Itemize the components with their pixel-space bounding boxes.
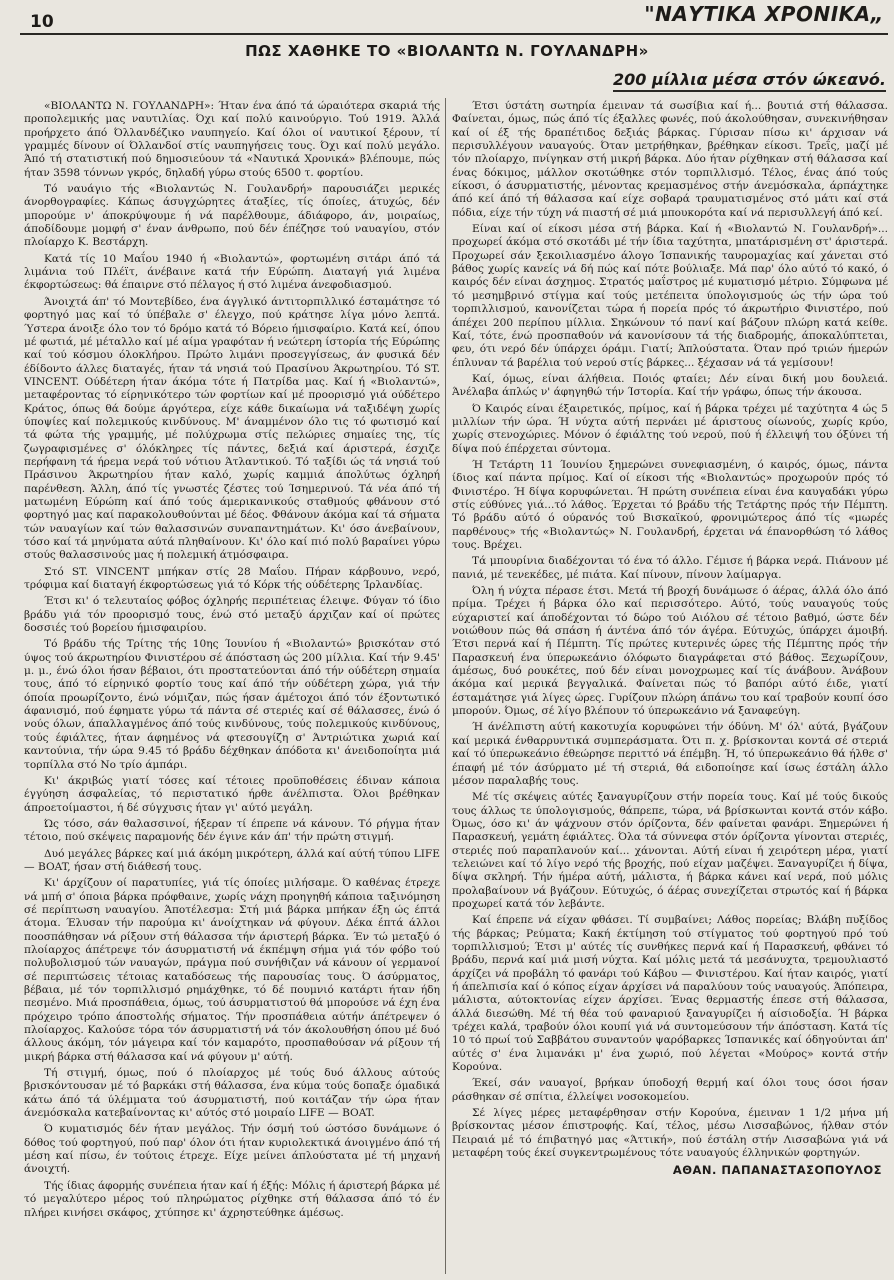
- header-rule: [20, 33, 888, 35]
- article-paragraph: Δυό μεγάλες βάρκες καί μιά άκόμη μικρότερη, άλλά καί αύτή τύπου LIFE — BOAT, ήσαν στή διάθεσή τους.: [24, 847, 440, 873]
- article-paragraph: Ώς τόσο, σάν θαλασσινοί, ήξεραν τί έπρεπε νά κάνουν. Τό ρήγμα ήταν τέτοιο, πού σκέψεις παραμονής δέν έγινε κάν άπ' τήν πρώτη στιγμή.: [24, 817, 440, 844]
- article-paragraph: Έκεί, σάν ναυαγοί, βρήκαν ύποδοχή θερμή καί όλοι τους όσοι ήσαν ράσθηκαν σέ σπίτια, έλλείψει νοσοκομείου.: [452, 1077, 888, 1103]
- article-paragraph: Άνοιχτά άπ' τό Μοντεβίδεο, ένα άγγλικό άντιτορπιλλικό έσταμάτησε τό φορτηγό μας καί τό ύπέβαλε σ' έλεγχο, πού κράτησε λίγα μόνο λεπτά. Ύστερα άνοιξε όλο τον τό δρόμο κατά τό Βόρειο ήμισφαίριο. Κατά κεί, όπου μέ φωτιά, μέ μέταλλο καί μέ αίμα γραφόταν ή νεώτερη ίστορία τής Εύρώπης καί τού κόσμου όλοκλήρου. Πρώτο λιμάνι προσεγγίσεως, άν φυσικά δέν έδίδοντο άλλες διαταγές, ήταν τά νησιά τού Πρασίνου Άκρωτηρίου. Τό ST. VINCENT. Ούδέτερη ήταν άκόμα τότε ή Πατρίδα μας. Καί ή «Βιολαντώ», μεταφέροντας τό είρηνικότερο τών φορτίων καί μέ προορισμό γιά ούδέτερο Κράτος, όπως θά δούμε άργότερα, είχε κάθε δικαίωμα νά ταξιδέψη χωρίς ύποψίες καί πολεμικούς κινδύνους. Μ' άναμμένον όλο τις τό φωτισμό καί τά φώτα τής γραμμής, μέ πολύχρωμα στίς πελώριες σημαίες της, τίς ζωγραφισμένες σ' όλόκληρες τίς πάντες, δεξιά καί άριστερά, έσχιζε περήφανη τά ήρεμα νερά τού νότιου Άτλαντικού. Τό ταξίδι ώς τά νησιά τού Πράσινου Άκρωτηρίου ήταν καλό, χωρίς καμμιά άπολύτως όχληρή παρένθεση. Άλλη, άπό τίς γνωστές ζέστες τού Ίσημερινού. Τά νέα άπό τή ματωμένη Εύρώπη καί άπό τούς άμερικανικούς σταθμούς φθάνουν στό φορτηγό μας καί παρακολουθούνται μέ δέος. Φθάνουν άκόμα καί τά σήματα τών ναυαγίων καί τών θαλασσινών συναπαντημάτων. Κι' όσο άνεβαίνουν, τόσο καί τά μηνύματα αύτά πληθαίνουν. Κι' όλο καί πιό πολύ βαραίνει γύρω στούς θαλασσινούς μας ή πολεμική άτμόσφαιρα.: [24, 295, 440, 562]
- column-divider: [445, 98, 446, 1274]
- article-subtitle: 200 μίλλια μέσα στόν ώκεανό.: [613, 70, 886, 92]
- running-head: "ΝΑΥΤΙΚΑ ΧΡΟΝΙΚΑ„: [644, 2, 884, 26]
- article-paragraph: Σέ λίγες μέρες μεταφέρθησαν στήν Κορούνα, έμειναν 1 1/2 μήνα μή βρίσκοντας μέσον έπιστροφής. Καί, τέλος, μέσω Λισσαβώνος, ήλθαν στόν Πειραιά μέ τό έπιβατηγό μας «Άττική», πού έστάλη στήν Λισσαβώνα γιά νά μεταφέρη τούς έκεί συγκεντρωμένους τότε ναυαγούς έλληνικών φορτηγών.: [452, 1107, 888, 1160]
- author-signature: ΑΘΑΝ. ΠΑΠΑΝΑΣΤΑΣΟΠΟΥΛΟΣ: [672, 1163, 882, 1178]
- article-paragraph: Τή στιγμή, όμως, πού ό πλοίαρχος μέ τούς δυό άλλους αύτούς βρισκόντουσαν μέ τό βαρκάκι στή θάλασσα, ένα κύμα τούς δοπαξε όμαδικά κάτω άπό τά ύλέμματα τού άσυρματιστή, πού κοιτάζαν τήν ώρα ήταν άνεμόσκαλα κατεβαίνοντας κι' αύτός στό μοιραίο LIFE — BOAT.: [24, 1067, 440, 1120]
- article-paragraph: Όλη ή νύχτα πέρασε έτσι. Μετά τή βροχή δυνάμωσε ό άέρας, άλλά όλο άπό πρίμα. Τρέχει ή βάρκα όλο καί περισσότερο. Αύτό, τούς ναυαγούς τούς εύχαριστεί καί άποδέχονται τό δώρο τού Αιόλου σέ τέτοιο βαθμό, ώστε δέν νοιώθουν πώς θά σπάση ή άντένα άπό τόν άγέρα. Εύτυχώς, ύπάρχει άμοιβή. Έτσι περνά καί ή Πέμπτη. Τίς πρώτες κυτερινές ώρες τής Πέμπτης πρός τήν Παρασκευή ένα ύπερωκεάνιο όλόφωτο διαγράφεται στό βάθος. Ξεχωρίζουν, άμέσως, δυό ρουκέτες, πού δέν είναι μονοχρωμες καί τίς άνάβουν. Άνάβουν άκόμα καί μερικά βεγγαλικά. Φαίνεται πώς τό βαπόρι αύτό έιδε, γιατί έσταμάτησε γιά λίγες ώρες. Γυρίζουν πλώρη άπάνω του καί τραβούν κουπί όσο μπορούν. Όμως, σέ λίγο βλέπουν τό ύπερωκεάνιο νά ξαναφεύγη.: [452, 585, 888, 718]
- page-number: 10: [30, 12, 54, 32]
- article-paragraph: Έτσι κι' ό τελευταίος φόβος όχληρής περιπέτειας έλειψε. Φύγαν τό ίδιο βράδυ γιά τόν προορισμό τους, ένώ στό μεταξύ άρχιζαν καί οί πρώτες δοσσιές τού βορείου ήμισφαιρίου.: [24, 595, 440, 635]
- article-paragraph: Μέ τίς σκέψεις αύτές ξαναγυρίζουν στήν πορεία τους. Καί μέ τούς δικούς τους άλλως τε ύπολογισμούς, θάπρεπε, τώρα, νά βρίσκωνται κοντά στόν κάβο. Όμως, όσο κι' άν ψάχνουν στόν όρίζοντα, δέν φαίνεται φανάρι. Ξημερώνει ή Παρασκευή, γεμάτη έφιάλτες. Όλα τά σύννεφα στόν όρίζοντα γίνονται στεριές, στεριές πού παραπλανούν καί... χάνονται. Αύτή είναι ή χειρότερη μέρα, γιατί τελειώνει καί τό λίγο νερό τής βροχής, πού είχαν μαζέψει. Ξαναγυρίζει ή δίψα, δίψα σκληρή. Τήν ήμέρα αύτή, μάλιστα, ή βάρκα κάνει καί νερά, πού μόλις προλαβαίνουν νά βγάζουν. Εύτυχώς, ό άέρας συνεχίζεται στρωτός καί ή βάρκα προχωρεί κατά τόν λεβάντε.: [452, 791, 888, 910]
- left-column: [24, 100, 440, 1272]
- article-paragraph: Στό ST. VINCENT μπήκαν στίς 28 Μαΐου. Πήραν κάρβουνο, νερό, τρόφιμα καί διαταγή έκφορτώσεως γιά τό Κόρκ τής ούδέτερης Ίρλανδίας.: [24, 565, 440, 592]
- article-paragraph: Τό ναυάγιο τής «Βιολαντώς Ν. Γουλανδρή» παρουσιάζει μερικές άνορθογραφίες. Κάπως άσυγχώρητες άταξίες, τίς όποίες, άτυχώς, δέν μπορούμε ν' άποκρύψουμε ή νά παρέλθουμε, άδιάφορο, άν, μοιραίως, άποδίδουμε μομφή σ' έναν άνθρωπο, πού δέν έπέζησε τού ναυαγίου, στόν πλοίαρχο Κ. Βεστάρχη.: [24, 183, 440, 249]
- article-title: ΠΩΣ ΧΑΘΗΚΕ ΤΟ «ΒΙΟΛΑΝΤΩ Ν. ΓΟΥΛΑΝΔΡΗ»: [245, 42, 649, 60]
- article-paragraph: Καί, όμως, είναι άλήθεια. Ποιός φταίει; Δέν είναι δική μου δουλειά. Άνέλαβα άπλώς ν' άφηγηθώ τήν Ίστορία. Καί τήν γράφω, όπως τήν άκουσα.: [452, 372, 888, 399]
- article-paragraph: Ή άνέλπιστη αύτή κακοτυχία κορυφώνει τήν όδύνη. Μ' όλ' αύτά, βγάζουν καί μερικά ένθαρρυντικά συμπεράσματα. Ότι π. χ. βρίσκονται κοντά σέ στεριά καί τό ύπερωκεάνιο έθεώρησε περιττό νά έπέμβη. Ή, τό ύπερωκεάνιο θά ήλθε σ' έπαφή μέ τόν άσύρματο μέ τή στεριά, θά ειδοποίησε καί ίσως έστάλη άλλο μέσον παραλαβής τους.: [452, 721, 888, 787]
- article-paragraph: Ό Καιρός είναι έξαιρετικός, πρίμος, καί ή βάρκα τρέχει μέ ταχύτητα 4 ώς 5 μιλλίων τήν ώρα. Ή νύχτα αύτή περνάει μέ άριστους οίωνούς, χωρίς κρύο, χωρίς στενοχώριες. Μόνον ό έφιάλτης τού νερού, πού ή έλλειψή του όξύνει τή δίψα πού έπέρχεται σύντομα.: [452, 402, 888, 455]
- article-paragraph: Καί έπρεπε νά είχαν φθάσει. Τί συμβαίνει; Λάθος πορείας; Βλάβη πυξίδος τής βάρκας; Ρεύματα; Κακή έκτίμηση τού στίγματος τού φορτηγού πρό τού τορπιλλισμού; Έτσι μ' αύτές τίς συνθήκες περνά καί ή Παρασκευή, φθάνει τό βράδυ, περνά καί μιά μισή νύχτα. Καί μόλις μετά τά μεσάνυχτα, τρεμουλιαστό άρχίζει νά προβάλη τό φανάρι τού Κάβου — Φινιστέρου. Καί ήταν καιρός, γιατί ή άπελπισία καί ό κόπος είχαν άρχίσει νά παραλύουν τούς ναυαγούς. Άπόπειρα, μάλιστα, αύτοκτονίας είχεν άρχίσει. Ένας θερμαστής έπεσε στή θάλασσα, άλλά διεσώθη. Μέ τή θέα τού φαναριού ξαναγυρίζει ή αίσιοδοξία. Ή βάρκα τρέχει καλά, τραβούν όλοι κουπί γιά νά συντομεύσουν τήν άπόσταση. Κατά τίς 10 τό πρωί τού Σαββάτου συναντούν ψαρόβαρκες Ίσπανικές καί όδηγούνται άπ' αύτές σ' ένα λιμανάκι μ' ένα χωριό, πού λέγεται «Μούρος» κοντά στήν Κορούνα.: [452, 914, 888, 1074]
- right-column: [452, 100, 888, 1272]
- article-paragraph: Τά μπουρίνια διαδέχονται τό ένα τό άλλο. Γέμισε ή βάρκα νερά. Πιάνουν μέ πανιά, μέ τενεκέδες, μέ πιάτα. Καί πίνουν, πίνουν λαίμαργα.: [452, 555, 888, 581]
- article-paragraph: Κι' άκριβώς γιατί τόσες καί τέτοιες προϋποθέσεις έδιναν κάποια έγγύηση άσφαλείας, τό περιστατικό ήρθε άνέλπιστα. Όλοι βρέθηκαν άπροετοίμαστοι, ή δέ σύγχυσις ήταν γι' αύτό μεγάλη.: [24, 774, 440, 814]
- article-paragraph: Ό κυματισμός δέν ήταν μεγάλος. Τήν όσμή τού ώστόσο δυνάμωνε ό δόθος τού φορτηγού, πού παρ' όλον ότι ήταν κυριολεκτικά άνοιγμένο άπό τή μέση καί πίσω, έν τούτοις έτρεχε. Είχε μείνει άπλούστατα μέ τή μηχανή άνοιχτή.: [24, 1123, 440, 1176]
- article-paragraph: Έτσι ύστάτη σωτηρία έμειναν τά σωσίβια καί ή... βουτιά στή θάλασσα. Φαίνεται, όμως, πώς άπό τίς έξαλλες φωνές, πού άκολούθησαν, συνεκινήθησαν καί οί έξ τής δραπέτιδος δεξιάς βάρκας. Γύρισαν πίσω κι' άρχισαν νά περισυλλέγουν ναυαγούς. Όταν μετρήθηκαν, βρέθηκαν είκοσι. Τρεΐς, μαζί μέ τόν πλοίαρχο, πνίγηκαν στή μικρή βάρκα. Δύο ήταν ρίχθηκαν στή θάλασσα καί ένας δόκιμος, μάλλον σκοτώθηκε στόν τορπιλλισμό. Τέλος, ένας άπό τούς είκοσι, ό άσυρματιστής, μένοντας κρεμασμένος στήν άνεμόσκαλα, άρπάχτηκε άπό κεί άπό τή θάλασσα καί είχε σοβαρά τραυματισμένος στό μάτι καί στά πόδια, είχε τήν τύχη νά πιαστή σέ μιά μπουκορότα καί νά περισυλλεγή άπό κεί.: [452, 100, 888, 219]
- article-paragraph: Κι' άρχίζουν οί παρατυπίες, γιά τίς όποίες μιλήσαμε. Ό καθένας έτρεχε νά μπή σ' όποια βάρκα πρόφθαινε, χωρίς νάχη προηγηθή κάποια ταξινόμηση σέ περίπτωση ναυαγίου. Άποτέλεσμα: Στή μιά βάρκα μπήκαν έξη ώς έπτά άτομα. Έλυσαν τήν παρούμα κι' άνοίχτηκαν νά φύγουν. Δέκα έπτά άλλοι ποοσπάθησαν νά ρίξουν στή θάλασσα τήν άριστερή βάρκα. Έν τώ μεταξύ ό πλοίαρχος άπέτρεψε τόν άσυρματιστή νά έκπέμψη σήμα γιά τόν φόβο τού πολυβολισμού τών ναυαγών, πράγμα πού συνήθιζαν νά κάνουν οί γερμανοί σέ περιπτώσεις τέτοιας καταδόσεως τής παρουσίας τους. Ό άσύρματος, βέβαια, μέ τόν τορπιλλισμό ρημάχθηκε, τό δέ πουμνιό κατάρτι ήταν ήδη πεσμένο. Μιά προσπάθεια, όμως, τού άσυρματιστού θά μπορούσε νά έχη ένα πρόχειρο τρόπο άποστολής σήματος. Τήν προσπάθεια αύτήν άπέτρεψεν ό πλοίαρχος. Καλούσε τόρα τόν άσυρματιστή νά τόν άκολουθήση όπου μέ δυό άλλους άκόμη, τόν μάγειρα καί τόν καμαρότο, προσπαθούσαν νά ρίξουν τή μικρή βάρκα στή θάλασσα καί νά φύγουν μ' αύτή.: [24, 877, 440, 1063]
- article-paragraph: Ή Τετάρτη 11 Ίουνίου ξημερώνει συνεφιασμένη, ό καιρός, όμως, πάντα ίδιος καί πάντα πρίμος. Καί οί είκοσι τής «Βιολαντώς» προχωρούν πρός τό Φινιστέρο. Ή δίψα κορυφώνεται. Ή πρώτη συνέπεια είναι ένα καυγαδάκι γύρω στίς εύθύνες γιά...τό λάθος. Έρχεται τό βράδυ τής Τετάρτης πρός τήν Πέμπτη. Τό βράδυ αύτό ό ούρανός τού Βισκαϊκού, φρονιμώτερος άπό τίς «μωρές παρθένους» τής «Βιολαντώς» Ν. Γουλανδρή, έρχεται νά έπανορθώση τό λάθος τους. Βρέχει.: [452, 458, 888, 551]
- article-paragraph: Τό βράδυ τής Τρίτης τής 10ης Ίουνίου ή «Βιολαντώ» βρισκόταν στό ύψος τού άκρωτηρίου Φινιστέρου σέ άπόσταση ώς 200 μίλλια. Καί τήν 9.45' μ. μ., ένώ όλοι ήσαν βέβαιοι, ότι προστατεύονται άπό τήν ούδέτερη σημαία τους, άπό τό είρηνικό φορτίο τους καί άπό τήν ούδέτερη χώρα, γιά τήν όποία προωρίζοντο, ένώ νόμιζαν, πώς ήσαν άμέτοχοι άπό τόν έξοντωτικό άφανισμό, πού έφηματε γύρω τά πάντα σέ στεριές καί σέ θάλασσες, ένώ ό νούς όλων, άπαλλαγμένος άπό τούς κινδύνους, τούς πολεμικούς κινδύνους, τούς έφιάλτες, ήταν άφημένος νά φτεσουγίζη σ' Άντριώτικα χωριά καί καντούνια, τήν ώρα 9.45 τό βράδυ δέχθηκαν άπόδοτα κι' άνειδοποίητα μιά τορπίλλα στό Νο τρίο άμπάρι.: [24, 638, 440, 771]
- article-paragraph: «ΒΙΟΛΑΝΤΩ Ν. ΓΟΥΛΑΝΔΡΗ»: Ήταν ένα άπό τά ώραιότερα σκαριά τής προπολεμικής μας ναυτιλίας. Όχι καί πολύ καινούργιο. Τού 1919. Άλλά προήρχετο άπό Όλλανδέζικο ναυπηγείο. Καί όλοι οί ναυτικοί ξέρουν, τί γραμμές δίνουν οί Όλλανδοί στίς ναυπηγήσεις τους. Όχι καί πολύ μεγάλο. Άπό τή στατιστική πού δημοσιεύουν τά «Ναυτικά Χρονικά» βλέπουμε, πώς ήταν 3598 τόννων γκρός, δηλαδή γύρω στούς 6500 τ. φορτίου.: [24, 100, 440, 179]
- article-paragraph: Είναι καί οί είκοσι μέσα στή βάρκα. Καί ή «Βιολαντώ Ν. Γουλανδρή»... προχωρεί άκόμα στό σκοτάδι μέ τήν ίδια ταχύτητα, μπατάρισμένη στ' άριστερά. Προχωρεί σάν ξεκοιλιασμένο άλογο Ίσπανικής ταυρομαχίας καί χάνεται στό βάθος χωρίς κανείς νά δή πώς καί πότε βούλιαξε. Μά παρ' όλο αύτό τό κακό, ό καιρός δέν είναι άσχημος. Στρατός μαΐστρος μέ κυματισμό μέτριο. Σύμφωνα μέ τό μεσημβρινό στίγμα καί τούς μετέπειτα ύπολογισμούς ώς τήν ώρα τού τορπιλλισμού, κανονίζεται τώρα ή πορεία πρός τό άκρωτήριο Φινιστέρο, πού άπέχει 200 περίπου μίλλια. Σηκώνουν τό πανί καί βάζουν πλώρη κατά κείθε. Καί, τότε, ένώ προσπαθούν νά κανονίσουν τά τής διαδρομής, άποκαλύπτεται, φευ, ότι νερό δέν ύπάρχει όράμι. Γιατί; Άπλούστατα. Όταν πρό τριών ήμερών έπλυναν τά βαρέλια τού νερού στίς βάρκες... ξέχασαν νά τά γεμίσουν!: [452, 223, 888, 369]
- article-paragraph: Τής ίδιας άφορμής συνέπεια ήταν καί ή έξής: Μόλις ή άριστερή βάρκα μέ τό μεγαλύτερο μέρος τού πληρώματος ρίχθηκε στή θάλασσα άπό τό έν πλήρει κινήσει σκάφος, χτύπησε κι' άχρηστεύθηκε άμέσως.: [24, 1179, 440, 1219]
- article-paragraph: Κατά τίς 10 Μαΐου 1940 ή «Βιολαντώ», φορτωμένη σιτάρι άπό τά λιμάνια τού Πλέϊτ, άνέβαινε κατά τήν Εύρώπη. Διαταγή γιά λιμένα έκφορτώσεως: θά έπαιρνε στό πέλαγος ή στό λιμένα άνεφοδιασμού.: [24, 252, 440, 292]
